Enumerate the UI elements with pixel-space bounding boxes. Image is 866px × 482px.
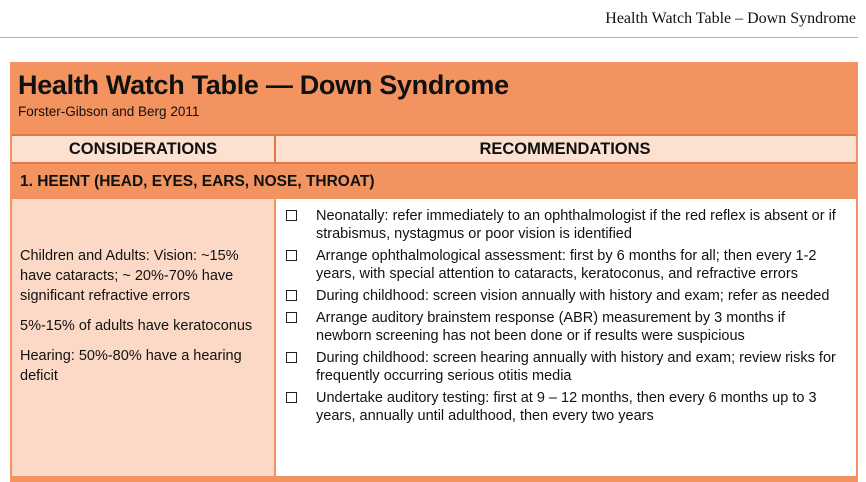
recommendation-text: Arrange auditory brainstem response (ABR) measurement by 3 months if newborn screening has not been done or if results were suspicious [316, 310, 786, 344]
consideration-item: Hearing: 50%-80% have a hearing deficit [20, 348, 242, 384]
recommendations-list [286, 207, 842, 425]
recommendation-text: Arrange ophthalmological assessment: first by 6 months for all; then every 1-2 years, with special attention to cataracts, keratoconus, and refractive errors [316, 248, 817, 282]
table-title: Health Watch Table — Down Syndrome [18, 70, 509, 100]
running-header: Health Watch Table – Down Syndrome [0, 0, 858, 38]
column-header-recommendations: RECOMMENDATIONS [479, 140, 651, 158]
recommendation-item [286, 349, 842, 385]
table-subtitle: Forster-Gibson and Berg 2011 [18, 104, 200, 119]
health-watch-table [10, 62, 858, 482]
recommendation-text: Neonatally: refer immediately to an ophthalmologist if the red reflex is absent or if strabismus, nystagmus or poor vision is identified [316, 208, 836, 242]
checkbox-icon[interactable] [286, 250, 297, 261]
section-heading: 1. HEENT (HEAD, EYES, EARS, NOSE, THROAT) [20, 173, 375, 190]
checkbox-icon[interactable] [286, 210, 297, 221]
recommendation-item [286, 389, 842, 425]
recommendations-cell [276, 199, 856, 476]
recommendation-text: Undertake auditory testing: first at 9 – 12 months, then every 6 months up to 3 years, annually until adulthood, then every two years [316, 390, 817, 424]
column-header-row [12, 134, 856, 164]
column-header-considerations: CONSIDERATIONS [68, 140, 218, 158]
checkbox-icon[interactable] [286, 392, 297, 403]
recommendation-item [286, 207, 842, 243]
recommendation-item [286, 247, 842, 283]
recommendation-item [286, 287, 842, 305]
checkbox-icon[interactable] [286, 312, 297, 323]
considerations-cell [12, 199, 274, 476]
consideration-item: Children and Adults: Vision: ~15% have cataracts; ~ 20%-70% have significant refractive errors [20, 248, 239, 304]
recommendation-item [286, 309, 842, 345]
recommendation-text: During childhood: screen hearing annually with history and exam; review risks for frequently occurring serious otitis media [316, 350, 836, 384]
checkbox-icon[interactable] [286, 290, 297, 301]
checkbox-icon[interactable] [286, 352, 297, 363]
recommendation-text: During childhood: screen vision annually with history and exam; refer as needed [316, 288, 830, 304]
consideration-item: 5%-15% of adults have keratoconus [20, 318, 253, 334]
